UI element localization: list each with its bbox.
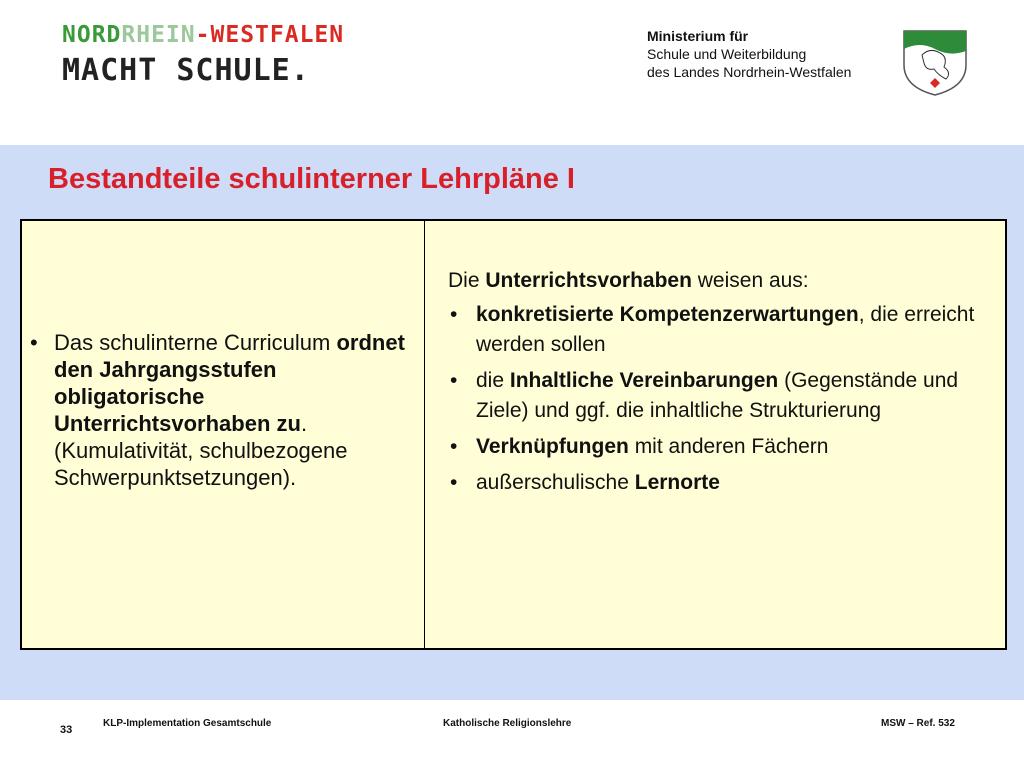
nrw-schule-logo	[62, 22, 344, 88]
item-post: mit anderen Fächern	[628, 435, 829, 458]
logo-hyphen: -	[195, 22, 211, 48]
right-cell-text	[448, 266, 998, 504]
left-cell-body	[54, 329, 420, 491]
slide-footer	[0, 700, 1024, 768]
item-pre: die	[476, 369, 510, 392]
item-bold: Inhaltliche Vereinbarungen	[509, 369, 779, 392]
item-post: , die erreicht werden sollen	[476, 303, 975, 356]
logo-wordmark-line1	[62, 22, 344, 48]
ministry-line3: des Landes Nordrhein-Westfalen	[647, 64, 852, 80]
item-bold: Verknüpfungen	[476, 435, 629, 458]
left-bold: ordnet den Jahrgangsstufen obligatorische Unterrichtsvorhaben zu	[54, 330, 405, 436]
list-item	[448, 432, 998, 462]
page-number: 33	[60, 724, 73, 736]
bullet-marker: •	[450, 303, 458, 326]
ministry-line2: Schule und Weiterbildung	[647, 46, 807, 62]
left-rest: (Kumulativität, schulbezogene Schwerpunktsetzungen).	[54, 438, 348, 490]
logo-word-rhein: RHEIN	[121, 22, 196, 48]
table-cell-left	[22, 221, 425, 648]
footer-subject: Katholische Religionslehre	[443, 718, 572, 729]
list-item	[448, 300, 998, 360]
right-bullet-list	[448, 300, 998, 498]
left-cell-text	[30, 329, 420, 491]
bullet-marker: •	[30, 330, 38, 355]
bullet-marker: •	[450, 369, 458, 392]
logo-wordmark-line2: MACHT SCHULE.	[62, 53, 310, 88]
bullet-marker: •	[450, 471, 458, 494]
left-period: .	[300, 411, 308, 436]
ministry-line1: Ministerium für	[647, 28, 749, 44]
table-cell-right	[425, 221, 1005, 648]
bullet-marker: •	[450, 435, 458, 458]
right-intro-plain1: Die	[448, 269, 480, 292]
right-intro-plain2: weisen aus:	[697, 269, 809, 292]
slide-header	[0, 0, 1024, 145]
right-intro-bold: Unterrichtsvorhaben	[485, 269, 692, 292]
footer-course: KLP-Implementation Gesamtschule	[103, 718, 272, 729]
logo-word-westfalen: WESTFALEN	[210, 22, 345, 48]
item-pre: außerschulische	[476, 471, 635, 494]
content-table	[20, 219, 1007, 650]
left-intro: Das schulinterne Curriculum	[54, 330, 331, 355]
item-bold: konkretisierte Kompetenzerwartungen	[476, 303, 859, 326]
ministry-name	[647, 27, 851, 81]
list-item	[448, 366, 998, 426]
logo-word-nord: NORD	[62, 22, 122, 48]
footer-reference: MSW – Ref. 532	[881, 718, 955, 729]
slide-title: Bestandteile schulinterner Lehrpläne I	[48, 163, 575, 195]
item-post: (Gegenstände und Ziele) und ggf. die inhaltliche Strukturierung	[476, 369, 959, 422]
right-intro	[448, 266, 998, 296]
list-item	[448, 468, 998, 498]
nrw-crest-icon	[900, 27, 970, 97]
item-bold: Lernorte	[634, 471, 720, 494]
